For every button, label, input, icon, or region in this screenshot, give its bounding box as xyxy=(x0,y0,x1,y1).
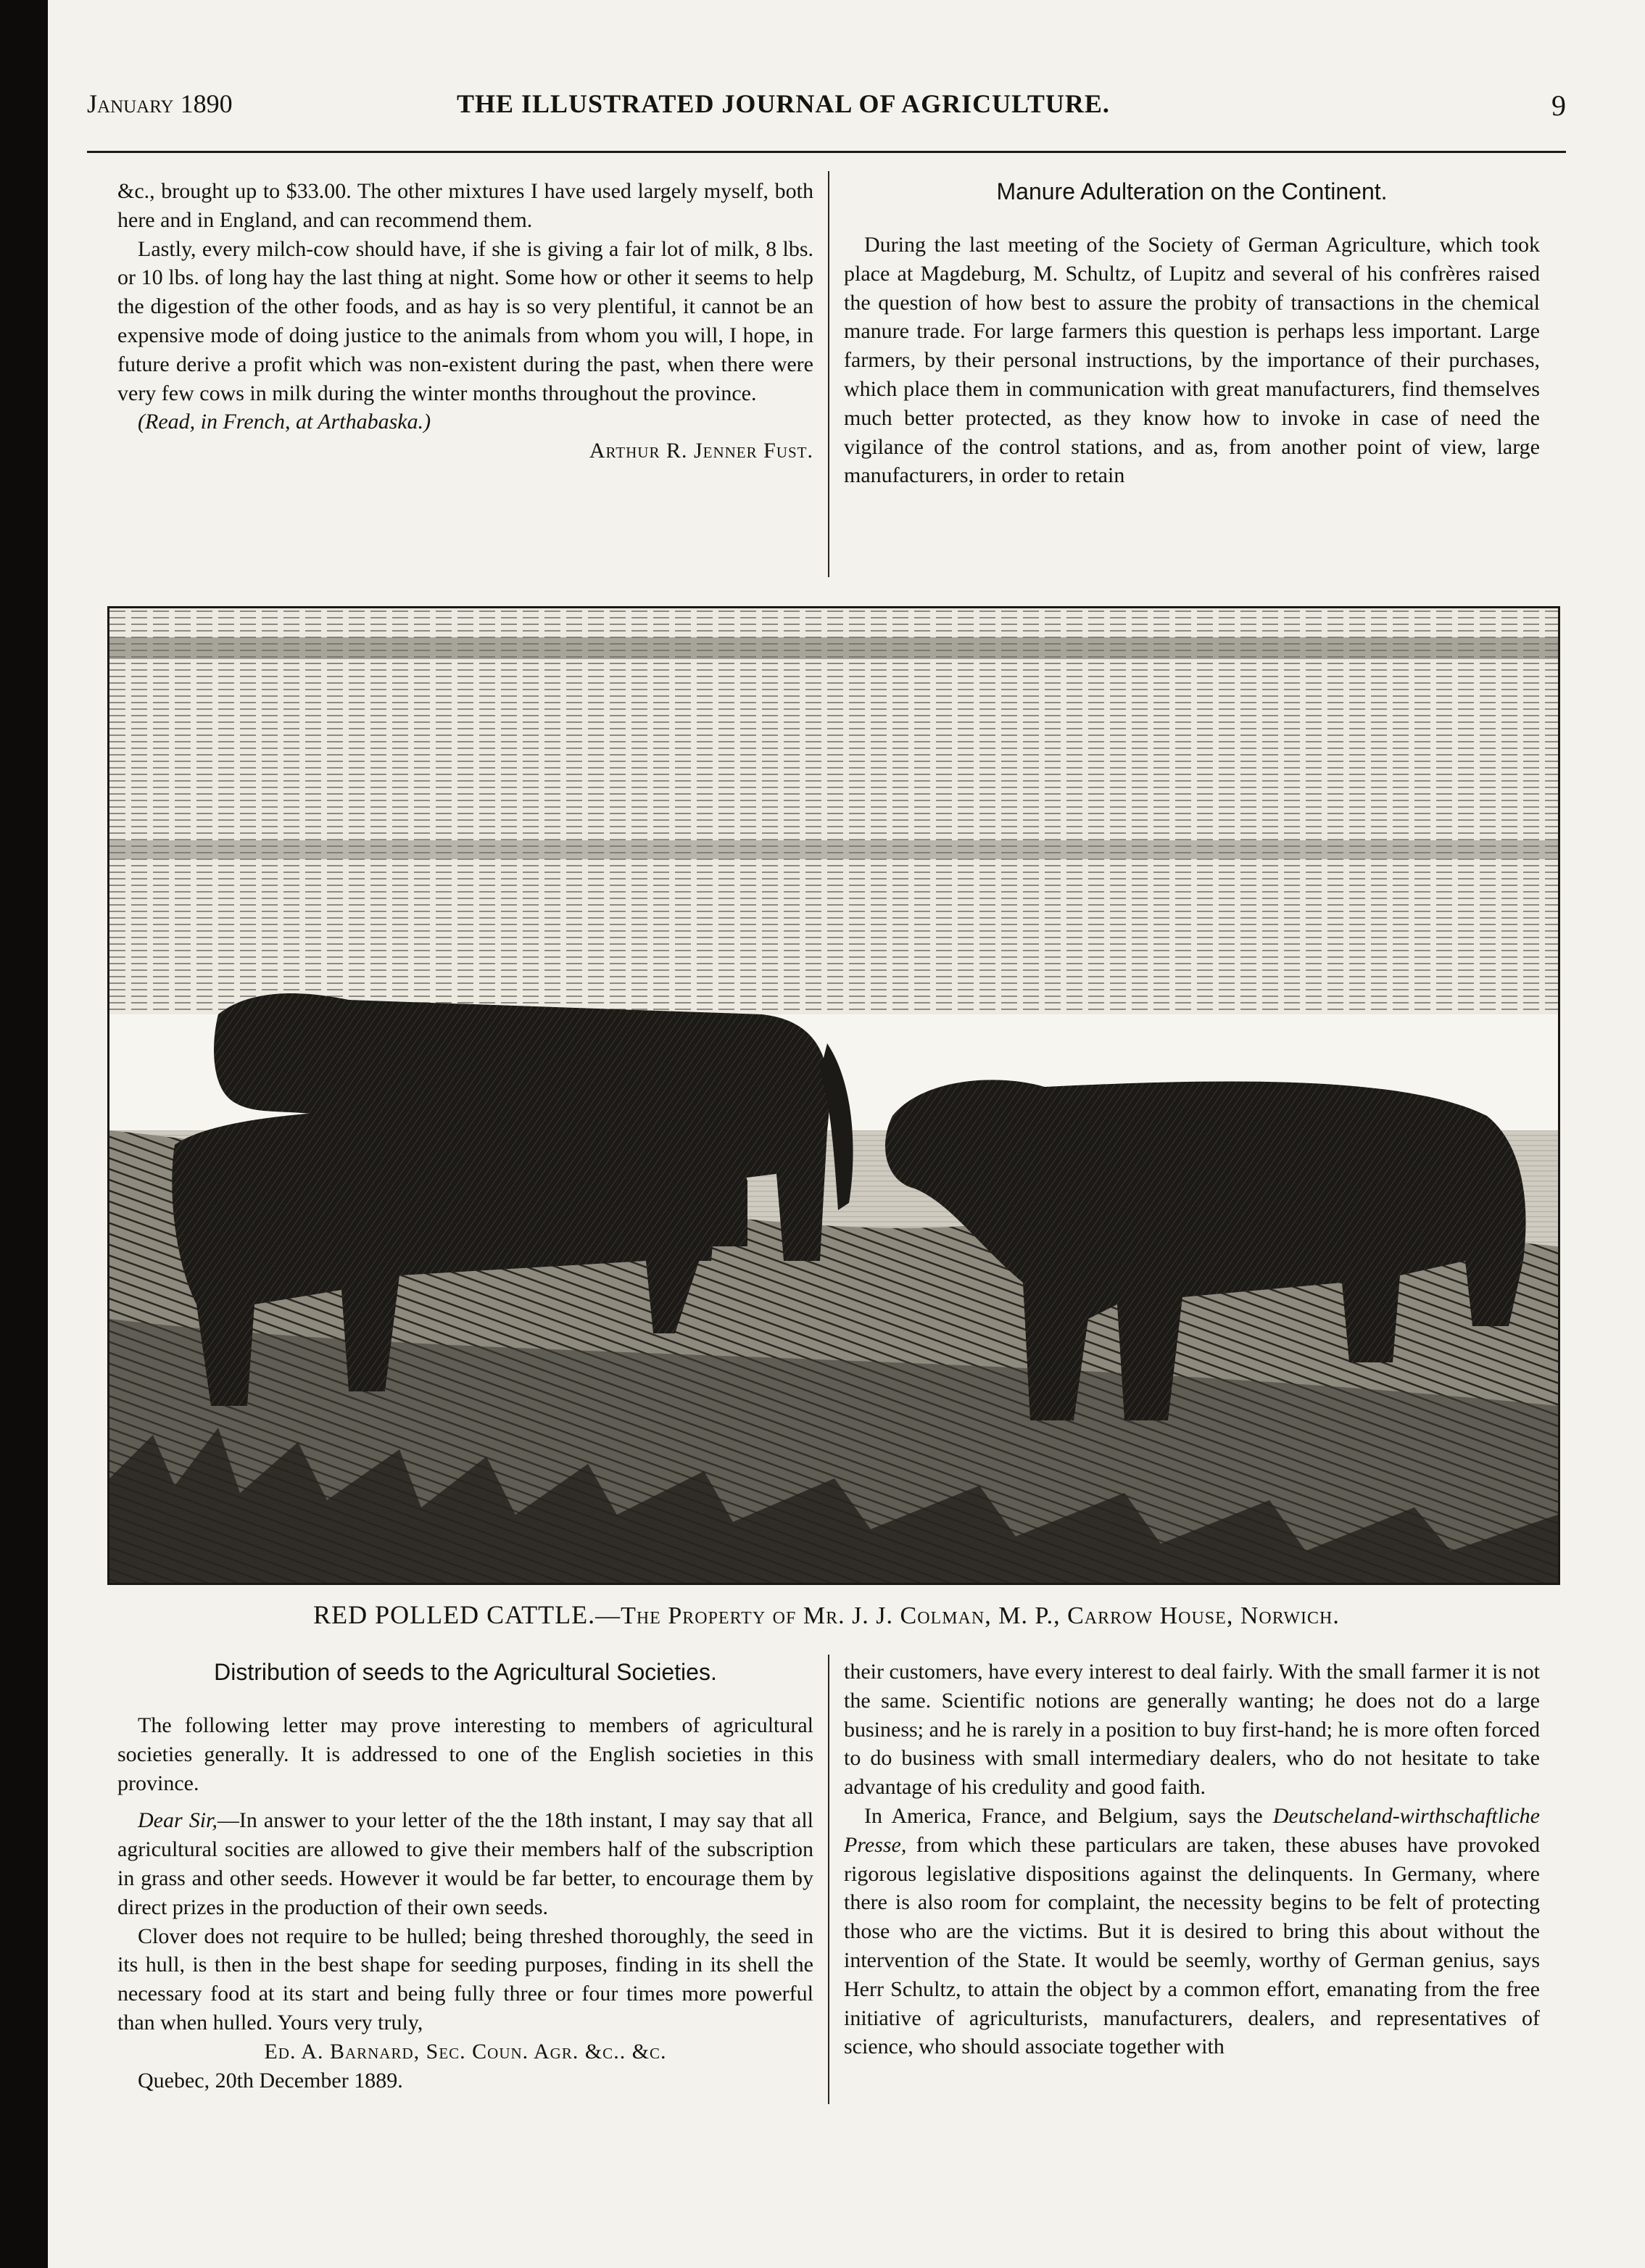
header-rule xyxy=(87,151,1566,153)
paragraph: their customers, have every interest to deal fairly. With the small farmer it is not the same. Scientific notions are generally wanting; he does not do a large business; and he is rarely in a position to buy first-hand; he is more often forced to do business with small intermediary dealers, who do not hesitate to take advantage of his credulity and good faith. xyxy=(844,1660,1540,1800)
letter-body xyxy=(117,1806,813,1921)
salutation: Dear Sir, xyxy=(138,1808,217,1833)
paragraph xyxy=(844,1802,1540,2061)
paragraph: The following letter may prove interesting to members of agricultural societies generally. It is addressed to one of the English societies in this province. xyxy=(117,1713,813,1795)
illustration-caption xyxy=(87,1599,1566,1630)
article-heading: Distribution of seeds to the Agricultural Societies. xyxy=(214,1659,717,1685)
read-note: (Read, in French, at Arthabaska.) xyxy=(138,410,431,434)
page-number: 9 xyxy=(1551,89,1566,122)
running-header xyxy=(87,88,1566,132)
caption-subtitle: —The Property of Mr. J. J. Colman, M. P., Carrow House, Norwich. xyxy=(595,1602,1340,1629)
column-divider xyxy=(828,1655,829,2104)
article-heading: Manure Adulteration on the Continent. xyxy=(996,178,1388,204)
publication-name: Deutscheland-wirthschaftliche Presse, xyxy=(844,1803,1540,1857)
letter-signature: Ed. A. Barnard, Sec. Coun. Agr. &c.. &c. xyxy=(264,2039,667,2064)
paragraph: During the last meeting of the Society of German Agriculture, which took place at Magdeburg, M. Schultz, of Lupitz and several of his confrères raised the question of how best to assure the probity of transactions in the chemical manure trade. For large farmers this question is perhaps less important. Large farmers, by their personal instructions, by the importance of their purchases, which place them in communication with great manufacturers, find themselves much better protected, as they know how to invoke in case of need the vigilance of the control stations, and as, from another point of view, large manufacturers, in order to retain xyxy=(844,233,1540,488)
journal-title: THE ILLUSTRATED JOURNAL OF AGRICULTURE. xyxy=(457,89,1110,118)
sky-hatching xyxy=(109,608,1558,1014)
paragraph: Lastly, every milch-cow should have, if she is giving a fair lot of milk, 8 lbs. or 10 lbs. of long hay the last thing at night. Some how or other it seems to help the digestion of the other foods, and as hay is so very plentiful, it cannot be an expensive mode of doing justice to the animals from whom you will, I hope, in future derive a profit which was non-existent during the past, when there were very few cows in milk during the winter months throughout the province. xyxy=(117,236,813,405)
letter-text: —In answer to your letter of the the 18th instant, I may say that all agricultural socities are allowed to give their members half of the subscription in grass and other seeds. However it would be far better, to encourage them by direct prizes in the production of their own seeds. xyxy=(117,1808,814,1919)
author-signature: Arthur R. Jenner Fust. xyxy=(589,439,813,463)
letter-dateline: Quebec, 20th December 1889. xyxy=(138,2068,403,2093)
book-spine-shadow xyxy=(0,0,48,2268)
journal-page xyxy=(87,0,1566,2268)
paragraph-text: from which these particulars are taken, these abuses have provoked rigorous legislative dispositions against the delinquents. In Germany, where there is also room for complaint, the necessity begins to be felt of protecting those who are the victims. But it is desired to bring this about without the intervention of the State. It would be seemly, worthy of German genius, says Herr Schultz, to attain the object by a common effort, emanating from the free initiative of agriculturists, manufacturers, dealers, and representatives of science, who should associate together with xyxy=(844,1832,1540,2059)
cattle-engraving xyxy=(107,606,1560,1585)
column-right-top xyxy=(844,177,1540,490)
paragraph-text: In America, France, and Belgium, says the xyxy=(864,1803,1273,1828)
column-left-bottom xyxy=(117,1657,813,2095)
paragraph: Clover does not require to be hulled; being threshed thoroughly, the seed in its hull, is then in the best shape for seeding purposes, finding in its shell the necessary food at its start and being fully three or four times more powerful than when hulled. Yours very truly, xyxy=(117,1924,813,2035)
issue-date: January 1890 xyxy=(87,89,233,118)
column-left-top xyxy=(117,177,813,465)
column-divider xyxy=(828,171,829,577)
cattle-engraving-drawing xyxy=(109,608,1558,1583)
column-right-bottom xyxy=(844,1657,1540,2061)
caption-title: RED POLLED CATTLE. xyxy=(313,1600,596,1629)
paragraph: &c., brought up to $33.00. The other mixtures I have used largely myself, both here and in England, and can recommend them. xyxy=(117,179,813,232)
